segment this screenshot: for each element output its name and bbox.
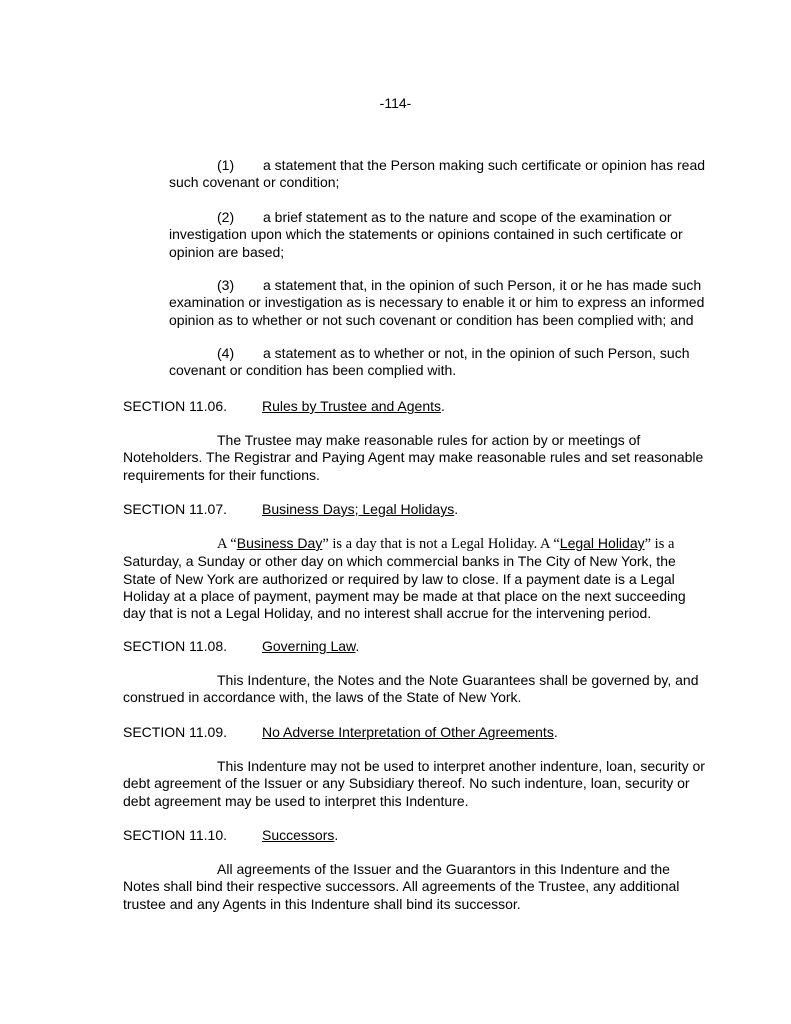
section-body-11-08: This Indenture, the Notes and the Note Guarantees shall be governed by, and construed in accordance with, the laws of the State of New York.	[123, 672, 699, 706]
list-item-number: (1)	[217, 157, 235, 173]
list-item	[169, 209, 709, 261]
list-item-text: a statement that the Person making such certificate or opinion has read such covenant or condition;	[169, 157, 706, 191]
section-title: No Adverse Interpretation of Other Agreements	[262, 724, 554, 740]
section-heading-11-07: SECTION 11.07. Business Days; Legal Holidays.	[123, 501, 459, 517]
section-heading-11-10: SECTION 11.10. Successors.	[123, 827, 339, 843]
section-number: SECTION 11.06.	[123, 398, 228, 414]
section-number: SECTION 11.08.	[123, 638, 228, 654]
list-item-number: (2)	[217, 209, 235, 225]
section-heading-11-06: SECTION 11.06. Rules by Trustee and Agents.	[123, 398, 445, 414]
defined-term-business-day: Business Day	[236, 535, 323, 551]
defined-term-legal-holiday: Legal Holiday	[559, 535, 645, 551]
section-body-11-07: A “Business Day” is a day that is not a Legal Holiday. A “Legal Holiday” is a Saturday, a Sunday or other day on which commercial banks in The City of New York, the State of New York are authorized or required by law to close. If a payment date is a Legal Holiday at a place of payment, payment may be made at that place on the next succeeding day that is not a Legal Holiday, and no interest shall accrue for the intervening period.	[123, 535, 686, 622]
section-number: SECTION 11.10.	[123, 827, 228, 843]
list-item-text: a statement as to whether or not, in the opinion of such Person, such covenant or condition has been complied with.	[169, 345, 690, 379]
list-item-number: (3)	[217, 277, 235, 293]
section-body-11-09: This Indenture may not be used to interpret another indenture, loan, security or debt agreement of the Issuer or any Subsidiary thereof. No such indenture, loan, security or debt agreement may be used to interpret this Indenture.	[123, 758, 705, 809]
section-number: SECTION 11.07.	[123, 501, 228, 517]
section-title: Business Days; Legal Holidays	[262, 501, 455, 517]
page-number: -114-	[379, 95, 412, 111]
section-title: Successors	[262, 827, 335, 843]
list-item	[169, 345, 709, 380]
section-title: Governing Law	[262, 638, 356, 654]
section-heading-11-09: SECTION 11.09. No Adverse Interpretation of Other Agreements.	[123, 724, 558, 740]
list-item	[169, 157, 709, 192]
list-item-number: (4)	[217, 345, 235, 361]
section-body-11-10: All agreements of the Issuer and the Guarantors in this Indenture and the Notes shall bind their respective successors. All agreements of the Trustee, any additional trustee and any Agents in this Indenture shall bind its successor.	[123, 861, 680, 912]
section-title: Rules by Trustee and Agents	[262, 398, 441, 414]
list-item-text: a brief statement as to the nature and scope of the examination or investigation upon which the statements or opinions contained in such certificate or opinion are based;	[169, 209, 683, 260]
list-item-text: a statement that, in the opinion of such Person, it or he has made such examination or investigation as is necessary to enable it or him to express an informed opinion as to whether or not such covenant or condition has been complied with; and	[169, 277, 705, 328]
section-heading-11-08: SECTION 11.08. Governing Law.	[123, 638, 360, 654]
section-body-11-06: The Trustee may make reasonable rules for action by or meetings of Noteholders. The Registrar and Paying Agent may make reasonable rules and set reasonable requirements for their functions.	[123, 432, 704, 483]
list-item	[169, 277, 709, 329]
section-number: SECTION 11.09.	[123, 724, 228, 740]
